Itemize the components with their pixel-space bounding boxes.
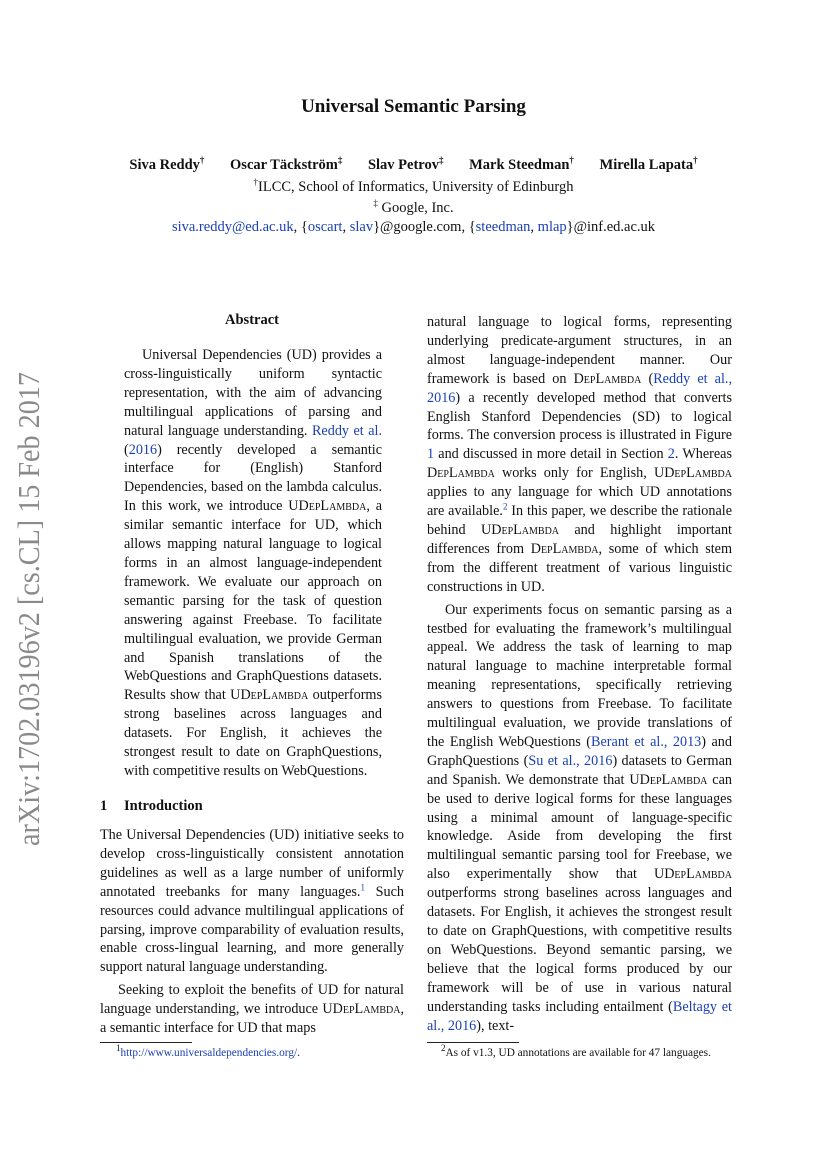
citation-link[interactable]: Reddy et al.: [311, 422, 382, 439]
author-name: Slav Petrov: [367, 157, 439, 173]
abstract-body: [124, 346, 382, 781]
body-text: , some of which stem from the different treatment of various linguistic constructions in UD.: [427, 540, 733, 595]
right-column-body: [427, 313, 732, 1035]
email-domain: }@google.com, {: [373, 219, 476, 235]
author-name: Siva Reddy: [129, 157, 200, 173]
author-affiliation-mark: †: [199, 155, 205, 166]
affiliation-text: ILCC, School of Informatics, University of Edinburgh: [258, 179, 574, 195]
system-name: DepLambda: [573, 370, 642, 387]
paper-title: Universal Semantic Parsing: [301, 96, 526, 117]
author-list: [0, 157, 827, 174]
arxiv-identifier: [5, 368, 51, 848]
body-text: applies to any language for which UD annotations are available.: [427, 484, 732, 520]
citation-link[interactable]: Berant et al., 2013: [591, 733, 702, 750]
footnote-mark[interactable]: 1: [360, 881, 365, 892]
body-text: natural language to logical forms, representing underlying predicate-argument structures, in an almost language-independent manner. Our framework is based on: [427, 314, 732, 387]
body-text: The Universal Dependencies (UD) initiative seeks to develop cross-linguistically consistent annotation guidelines as well as a large number of uniformly annotated treebanks for many languages.: [100, 827, 404, 900]
footnote-text: As of v1.3, UD annotations are available for 47 languages.: [445, 1047, 711, 1059]
author-affiliation-mark: †: [569, 155, 574, 166]
body-text: ) a recently developed method that converts English Stanford Dependencies (SD) to logical forms. The conversion process is illustrated in Figure: [427, 389, 732, 444]
abstract-text: Universal Dependencies (UD) provides a cross-linguistically uniform syntactic representation, with the aim of advancing multilingual applications of parsing and natural language understanding.: [124, 347, 382, 439]
email-link-steedman[interactable]: steedman: [475, 219, 531, 235]
email-link-oscart[interactable]: oscart: [307, 219, 343, 235]
author-affiliation-mark: †: [693, 155, 698, 166]
body-text: and highlight important differences from: [427, 521, 732, 557]
system-name: DepLambda: [332, 1001, 401, 1018]
system-name: DepLambda: [664, 866, 732, 883]
email-domain: }@inf.ed.ac.uk: [566, 219, 656, 235]
email-separator: , {: [293, 219, 308, 235]
body-text: , a semantic interface for UD that maps: [100, 1001, 404, 1037]
email-link-slav[interactable]: slav: [349, 219, 374, 235]
affiliation-google: [0, 200, 827, 217]
abstract-heading: Abstract: [225, 312, 279, 328]
body-text: ) datasets to German and Spanish. We demonstrate that U: [427, 752, 732, 788]
section-number: 1: [100, 798, 108, 814]
affiliation-mark: †: [253, 177, 259, 188]
body-text: (: [641, 370, 654, 387]
affiliation-text: Google, Inc.: [377, 200, 454, 216]
system-name: DepLambda: [240, 687, 309, 704]
body-text: can be used to derive logical forms for these languages using a minimal amount of language-specific knowledge. Aside from developing the first multilingual semantic parsing tool for Freebase, we also experimentally show that U: [427, 771, 732, 883]
introduction-body: [100, 826, 404, 1038]
body-text: works only for English, U: [494, 465, 665, 482]
email-link-mlap[interactable]: mlap: [537, 219, 567, 235]
body-text: . Whereas: [674, 446, 732, 463]
author-affiliation-mark: ‡: [438, 155, 444, 166]
affiliation-edinburgh: [0, 179, 827, 196]
email-link-reddy[interactable]: siva.reddy@ed.ac.uk: [171, 219, 294, 235]
system-name: DepLambda: [639, 771, 708, 788]
body-text: Such resources could advance multilingual applications of parsing, improve comparability of evaluation results, enable cross-lingual learning, and more generally support natural language understanding.: [100, 883, 404, 976]
author-affiliation-mark: ‡: [337, 155, 343, 166]
system-name: DepLambda: [491, 521, 560, 538]
email-separator: ,: [530, 219, 538, 235]
abstract-text: (: [124, 441, 129, 458]
citation-link[interactable]: Reddy et al., 2016: [427, 370, 732, 406]
citation-link[interactable]: Beltagy et al., 2016: [427, 998, 732, 1034]
section-title: Introduction: [124, 798, 203, 814]
body-text: and discussed in more detail in Section: [434, 446, 668, 463]
footnote-number: 1: [116, 1043, 121, 1054]
footnote-number: 2: [441, 1043, 446, 1054]
arxiv-identifier-text: arXiv:1702.03196v2 [cs.CL] 15 Feb 2017: [11, 368, 46, 846]
body-text: ) and GraphQuestions (: [427, 733, 732, 769]
author-name: Mirella Lapata: [599, 157, 694, 173]
footnote-1: [116, 1043, 406, 1060]
section-ref-link[interactable]: 2: [667, 446, 675, 463]
body-text: In this paper, we describe the rationale behind U: [427, 503, 732, 538]
system-name: DepLambda: [530, 540, 599, 557]
email-separator: ,: [342, 219, 350, 235]
body-text: ), text-: [476, 1017, 515, 1034]
body-text: Our experiments focus on semantic parsing as a testbed for evaluating the framework’s multilingual appeal. We address the task of learning to map natural language to machine interpretable formal meaning representations, specifically retrieving answers to questions from Freebase. To facilitate multilingual evaluation, we provide translations of the English WebQuestions (: [427, 601, 732, 750]
citation-link[interactable]: 2016: [128, 441, 158, 458]
citation-link[interactable]: Su et al., 2016: [528, 752, 613, 769]
author-emails: [0, 219, 827, 236]
system-name: DepLambda: [427, 465, 495, 482]
affiliation-mark: ‡: [373, 198, 378, 209]
abstract-text: outperforms strong baselines across languages and datasets. For English, it achieves the strongest result to date on GraphQuestions, with competitive results on WebQuestions.: [124, 687, 382, 779]
footnote-mark[interactable]: 2: [502, 501, 508, 512]
footnote-2: [441, 1043, 736, 1060]
abstract-text: , a similar semantic interface for UD, which allows mapping natural language to logical forms in an almost language-independent framework. We evaluate our approach on semantic parsing for the task of question answering against Freebase. To facilitate multilingual evaluation, we provide German and Spanish translations of the WebQuestions and GraphQuestions datasets. Results show that U: [124, 498, 382, 704]
body-text: outperforms strong baselines across languages and datasets. For English, it achieves the strongest result to date on GraphQuestions, with competitive results on WebQuestions. Beyond semantic parsing, we believe that the logical forms produced by our framework will be of use in various natural understanding tasks including entailment (: [427, 885, 732, 1015]
footnote-text: .: [297, 1047, 300, 1059]
body-text: Seeking to exploit the benefits of UD for natural language understanding, we introduce U: [100, 982, 404, 1018]
author-name: Oscar Täckström: [230, 157, 338, 173]
figure-ref-link[interactable]: 1: [427, 446, 435, 463]
footnote-url-link[interactable]: http://www.universaldependencies.org/: [120, 1047, 298, 1059]
author-name: Mark Steedman: [469, 157, 570, 173]
system-name: DepLambda: [664, 465, 732, 482]
section-heading-introduction: [100, 798, 404, 815]
abstract-text: ) recently developed a semantic interface for (English) Stanford Dependencies, based on the lambda calculus. In this work, we introduce U: [124, 441, 382, 515]
footnote-rule: [100, 1042, 192, 1043]
system-name: DepLambda: [298, 498, 367, 515]
